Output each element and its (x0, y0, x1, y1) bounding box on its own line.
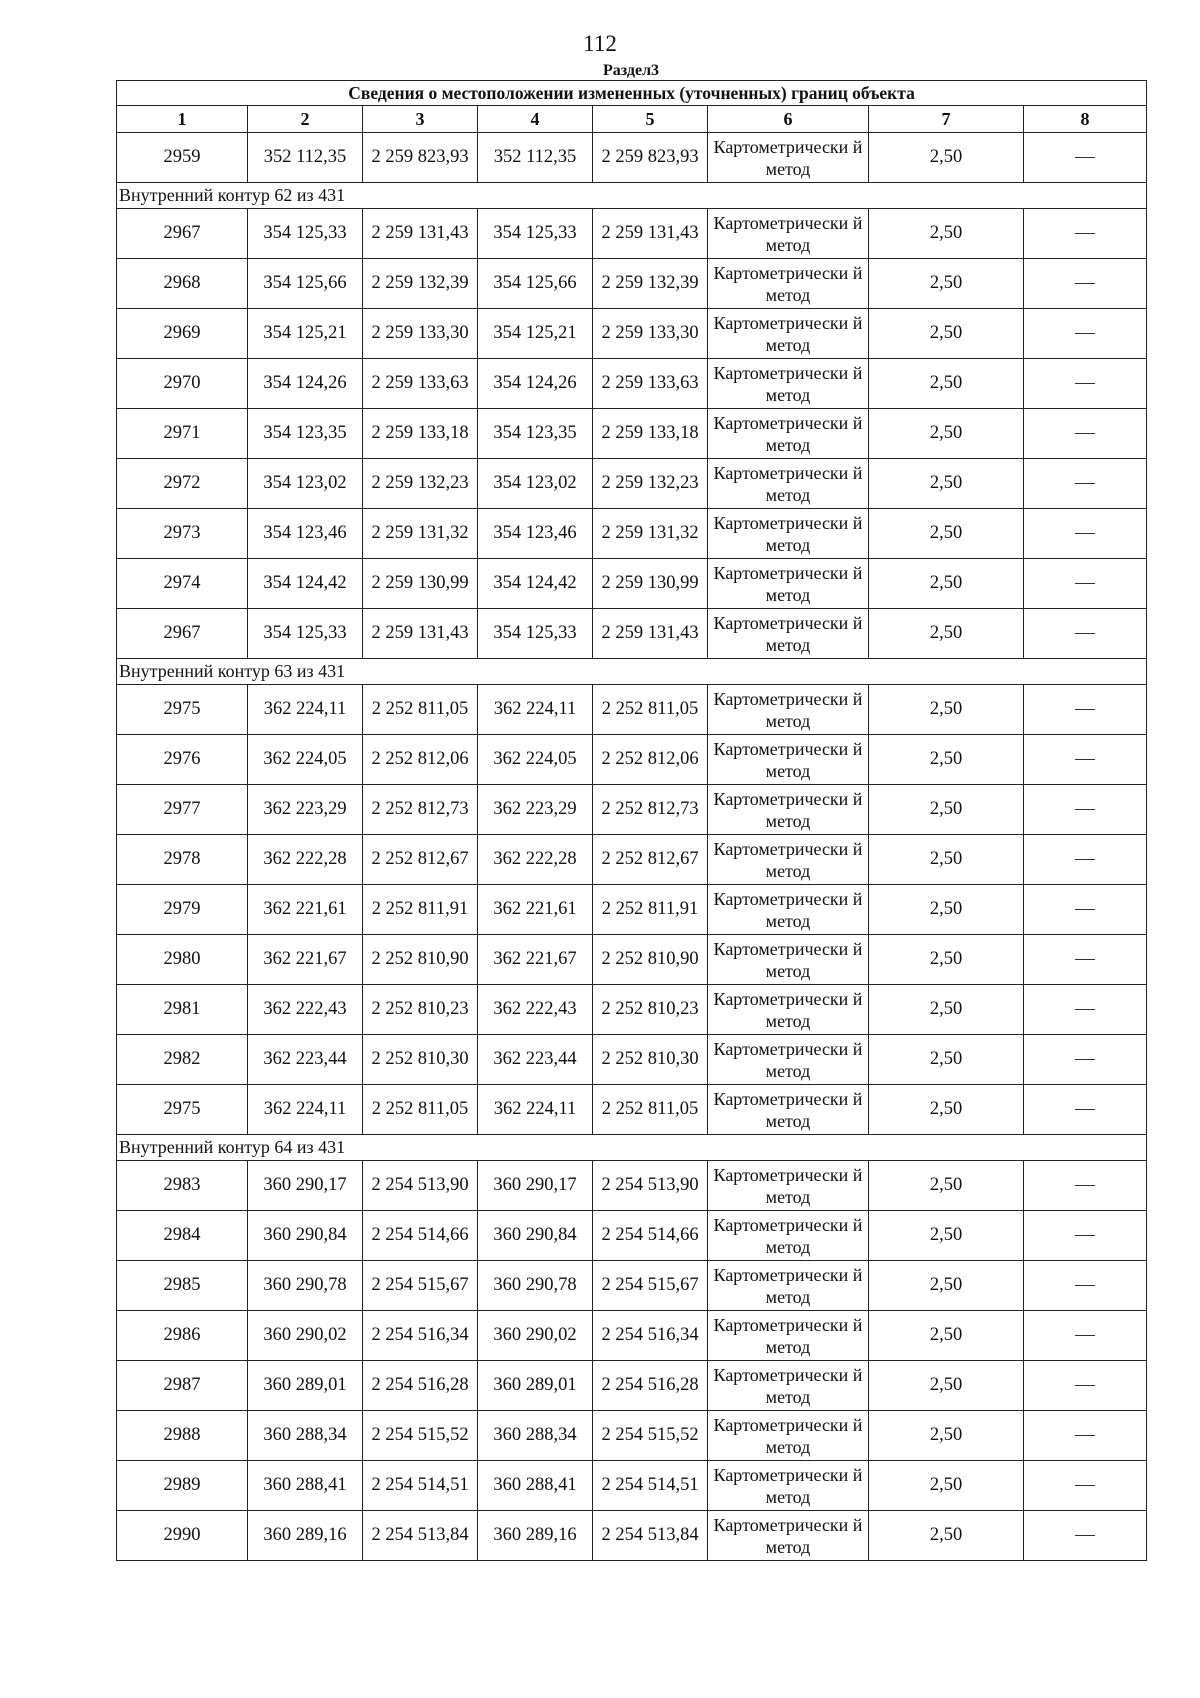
column-numbers-row (117, 106, 1147, 133)
point-number: 2971 (117, 409, 248, 459)
accuracy-cell: 2,50 (869, 1461, 1024, 1511)
x-coordinate-refined: 362 222,43 (478, 985, 593, 1035)
x-coordinate-refined: 360 288,34 (478, 1411, 593, 1461)
point-number: 2985 (117, 1261, 248, 1311)
point-number: 2980 (117, 935, 248, 985)
table-row (117, 559, 1147, 609)
y-coordinate-refined: 2 254 514,51 (593, 1461, 708, 1511)
y-coordinate-refined: 2 259 131,43 (593, 609, 708, 659)
x-coordinate-refined: 354 125,21 (478, 309, 593, 359)
column-number: 2 (248, 106, 363, 133)
x-coordinate: 360 290,78 (248, 1261, 363, 1311)
x-coordinate-refined: 354 125,33 (478, 609, 593, 659)
dash-mark (1075, 1009, 1095, 1010)
table-row (117, 935, 1147, 985)
dash-mark (1075, 157, 1095, 158)
x-coordinate-refined: 360 290,84 (478, 1211, 593, 1261)
column-number: 6 (708, 106, 869, 133)
contour-header-row (117, 183, 1147, 209)
dash-mark (1075, 1185, 1095, 1186)
table-title: Сведения о местоположении измененных (уточненных) границ объекта (117, 81, 1147, 106)
description-cell (1024, 1311, 1147, 1361)
x-coordinate: 362 223,44 (248, 1035, 363, 1085)
y-coordinate-refined: 2 259 133,30 (593, 309, 708, 359)
y-coordinate-refined: 2 259 132,23 (593, 459, 708, 509)
method-cell: Картометрически й метод (708, 1511, 869, 1561)
x-coordinate: 354 125,33 (248, 209, 363, 259)
point-number: 2983 (117, 1161, 248, 1211)
table-row (117, 835, 1147, 885)
description-cell (1024, 785, 1147, 835)
dash-mark (1075, 1435, 1095, 1436)
x-coordinate: 354 125,66 (248, 259, 363, 309)
dash-mark (1075, 859, 1095, 860)
x-coordinate: 362 221,61 (248, 885, 363, 935)
accuracy-cell: 2,50 (869, 785, 1024, 835)
method-cell: Картометрически й метод (708, 209, 869, 259)
accuracy-cell: 2,50 (869, 1311, 1024, 1361)
method-cell: Картометрически й метод (708, 559, 869, 609)
accuracy-cell: 2,50 (869, 885, 1024, 935)
x-coordinate: 362 224,11 (248, 1085, 363, 1135)
point-number: 2975 (117, 685, 248, 735)
dash-mark (1075, 533, 1095, 534)
point-number: 2976 (117, 735, 248, 785)
dash-mark (1075, 1235, 1095, 1236)
method-cell: Картометрически й метод (708, 409, 869, 459)
table-row (117, 1035, 1147, 1085)
x-coordinate-refined: 352 112,35 (478, 133, 593, 183)
table-row (117, 1261, 1147, 1311)
method-cell: Картометрически й метод (708, 1461, 869, 1511)
accuracy-cell: 2,50 (869, 359, 1024, 409)
method-cell: Картометрически й метод (708, 1261, 869, 1311)
point-number: 2981 (117, 985, 248, 1035)
accuracy-cell: 2,50 (869, 609, 1024, 659)
x-coordinate-refined: 360 290,17 (478, 1161, 593, 1211)
method-cell: Картометрически й метод (708, 1085, 869, 1135)
point-number: 2967 (117, 209, 248, 259)
dash-mark (1075, 1335, 1095, 1336)
point-number: 2974 (117, 559, 248, 609)
y-coordinate-refined: 2 252 810,30 (593, 1035, 708, 1085)
table-row (117, 609, 1147, 659)
x-coordinate-refined: 362 224,05 (478, 735, 593, 785)
dash-mark (1075, 959, 1095, 960)
description-cell (1024, 259, 1147, 309)
accuracy-cell: 2,50 (869, 559, 1024, 609)
table-row (117, 1461, 1147, 1511)
y-coordinate-refined: 2 254 515,52 (593, 1411, 708, 1461)
column-number: 5 (593, 106, 708, 133)
point-number: 2970 (117, 359, 248, 409)
table-row (117, 885, 1147, 935)
accuracy-cell: 2,50 (869, 259, 1024, 309)
x-coordinate-refined: 354 125,66 (478, 259, 593, 309)
method-cell: Картометрически й метод (708, 459, 869, 509)
method-cell: Картометрически й метод (708, 609, 869, 659)
table-row (117, 459, 1147, 509)
method-cell: Картометрически й метод (708, 259, 869, 309)
y-coordinate-refined: 2 254 513,90 (593, 1161, 708, 1211)
x-coordinate-refined: 362 223,29 (478, 785, 593, 835)
point-number: 2968 (117, 259, 248, 309)
y-coordinate-refined: 2 259 131,32 (593, 509, 708, 559)
point-number: 2979 (117, 885, 248, 935)
description-cell (1024, 985, 1147, 1035)
table-row (117, 1085, 1147, 1135)
accuracy-cell: 2,50 (869, 735, 1024, 785)
y-coordinate: 2 252 812,06 (363, 735, 478, 785)
description-cell (1024, 1035, 1147, 1085)
table-row (117, 209, 1147, 259)
table-row (117, 785, 1147, 835)
y-coordinate-refined: 2 252 812,73 (593, 785, 708, 835)
y-coordinate: 2 259 133,30 (363, 309, 478, 359)
y-coordinate: 2 252 811,91 (363, 885, 478, 935)
y-coordinate: 2 252 812,73 (363, 785, 478, 835)
y-coordinate: 2 252 810,30 (363, 1035, 478, 1085)
y-coordinate: 2 252 811,05 (363, 1085, 478, 1135)
accuracy-cell: 2,50 (869, 1085, 1024, 1135)
accuracy-cell: 2,50 (869, 985, 1024, 1035)
x-coordinate-refined: 362 224,11 (478, 1085, 593, 1135)
description-cell (1024, 885, 1147, 935)
x-coordinate: 354 124,42 (248, 559, 363, 609)
dash-mark (1075, 633, 1095, 634)
table-row (117, 309, 1147, 359)
description-cell (1024, 1085, 1147, 1135)
x-coordinate: 354 123,35 (248, 409, 363, 459)
x-coordinate-refined: 354 123,46 (478, 509, 593, 559)
table-row (117, 985, 1147, 1035)
dash-mark (1075, 583, 1095, 584)
x-coordinate: 354 123,46 (248, 509, 363, 559)
dash-mark (1075, 709, 1095, 710)
y-coordinate: 2 254 515,52 (363, 1411, 478, 1461)
x-coordinate-refined: 360 290,78 (478, 1261, 593, 1311)
y-coordinate: 2 259 133,63 (363, 359, 478, 409)
method-cell: Картометрически й метод (708, 985, 869, 1035)
x-coordinate: 354 125,21 (248, 309, 363, 359)
method-cell: Картометрически й метод (708, 1361, 869, 1411)
contour-header-row (117, 659, 1147, 685)
dash-mark (1075, 1059, 1095, 1060)
y-coordinate: 2 259 131,43 (363, 209, 478, 259)
x-coordinate: 362 224,05 (248, 735, 363, 785)
y-coordinate-refined: 2 259 823,93 (593, 133, 708, 183)
x-coordinate: 362 223,29 (248, 785, 363, 835)
x-coordinate: 360 288,34 (248, 1411, 363, 1461)
description-cell (1024, 835, 1147, 885)
table-row (117, 1211, 1147, 1261)
y-coordinate-refined: 2 252 811,91 (593, 885, 708, 935)
description-cell (1024, 1511, 1147, 1561)
x-coordinate: 352 112,35 (248, 133, 363, 183)
description-cell (1024, 309, 1147, 359)
y-coordinate: 2 259 133,18 (363, 409, 478, 459)
x-coordinate-refined: 354 124,42 (478, 559, 593, 609)
x-coordinate-refined: 360 288,41 (478, 1461, 593, 1511)
description-cell (1024, 1361, 1147, 1411)
accuracy-cell: 2,50 (869, 685, 1024, 735)
dash-mark (1075, 483, 1095, 484)
accuracy-cell: 2,50 (869, 209, 1024, 259)
accuracy-cell: 2,50 (869, 1161, 1024, 1211)
dash-mark (1075, 809, 1095, 810)
y-coordinate: 2 254 515,67 (363, 1261, 478, 1311)
y-coordinate: 2 259 130,99 (363, 559, 478, 609)
x-coordinate-refined: 360 290,02 (478, 1311, 593, 1361)
x-coordinate-refined: 362 223,44 (478, 1035, 593, 1085)
dash-mark (1075, 1485, 1095, 1486)
x-coordinate: 362 222,43 (248, 985, 363, 1035)
description-cell (1024, 133, 1147, 183)
y-coordinate-refined: 2 259 132,39 (593, 259, 708, 309)
contour-label: Внутренний контур 64 из 431 (117, 1135, 1147, 1161)
dash-mark (1075, 233, 1095, 234)
accuracy-cell: 2,50 (869, 1361, 1024, 1411)
method-cell: Картометрически й метод (708, 735, 869, 785)
x-coordinate: 354 123,02 (248, 459, 363, 509)
accuracy-cell: 2,50 (869, 409, 1024, 459)
dash-mark (1075, 333, 1095, 334)
method-cell: Картометрически й метод (708, 1211, 869, 1261)
description-cell (1024, 359, 1147, 409)
point-number: 2978 (117, 835, 248, 885)
accuracy-cell: 2,50 (869, 1511, 1024, 1561)
column-number: 3 (363, 106, 478, 133)
dash-mark (1075, 283, 1095, 284)
y-coordinate: 2 254 514,66 (363, 1211, 478, 1261)
point-number: 2959 (117, 133, 248, 183)
description-cell (1024, 685, 1147, 735)
method-cell: Картометрически й метод (708, 359, 869, 409)
y-coordinate-refined: 2 252 810,90 (593, 935, 708, 985)
description-cell (1024, 609, 1147, 659)
method-cell: Картометрически й метод (708, 1411, 869, 1461)
y-coordinate: 2 254 514,51 (363, 1461, 478, 1511)
x-coordinate-refined: 354 124,26 (478, 359, 593, 409)
y-coordinate: 2 254 516,28 (363, 1361, 478, 1411)
y-coordinate-refined: 2 259 133,18 (593, 409, 708, 459)
x-coordinate-refined: 354 125,33 (478, 209, 593, 259)
point-number: 2973 (117, 509, 248, 559)
y-coordinate-refined: 2 252 811,05 (593, 685, 708, 735)
y-coordinate: 2 259 131,32 (363, 509, 478, 559)
dash-mark (1075, 383, 1095, 384)
description-cell (1024, 1211, 1147, 1261)
table-row (117, 1511, 1147, 1561)
description-cell (1024, 1161, 1147, 1211)
x-coordinate-refined: 362 221,61 (478, 885, 593, 935)
x-coordinate: 360 288,41 (248, 1461, 363, 1511)
method-cell: Картометрически й метод (708, 133, 869, 183)
x-coordinate-refined: 354 123,02 (478, 459, 593, 509)
method-cell: Картометрически й метод (708, 509, 869, 559)
dash-mark (1075, 759, 1095, 760)
method-cell: Картометрически й метод (708, 885, 869, 935)
method-cell: Картометрически й метод (708, 309, 869, 359)
point-number: 2989 (117, 1461, 248, 1511)
point-number: 2987 (117, 1361, 248, 1411)
table-row (117, 685, 1147, 735)
table-row (117, 1361, 1147, 1411)
point-number: 2982 (117, 1035, 248, 1085)
table-row (117, 1161, 1147, 1211)
x-coordinate: 362 221,67 (248, 935, 363, 985)
y-coordinate-refined: 2 252 810,23 (593, 985, 708, 1035)
accuracy-cell: 2,50 (869, 1261, 1024, 1311)
y-coordinate: 2 254 516,34 (363, 1311, 478, 1361)
y-coordinate-refined: 2 254 513,84 (593, 1511, 708, 1561)
accuracy-cell: 2,50 (869, 1211, 1024, 1261)
point-number: 2972 (117, 459, 248, 509)
description-cell (1024, 1411, 1147, 1461)
description-cell (1024, 1261, 1147, 1311)
table-row (117, 133, 1147, 183)
description-cell (1024, 409, 1147, 459)
description-cell (1024, 935, 1147, 985)
column-number: 4 (478, 106, 593, 133)
dash-mark (1075, 1285, 1095, 1286)
dash-mark (1075, 1385, 1095, 1386)
description-cell (1024, 1461, 1147, 1511)
point-number: 2986 (117, 1311, 248, 1361)
y-coordinate: 2 254 513,90 (363, 1161, 478, 1211)
table-row (117, 409, 1147, 459)
description-cell (1024, 559, 1147, 609)
point-number: 2984 (117, 1211, 248, 1261)
accuracy-cell: 2,50 (869, 459, 1024, 509)
point-number: 2977 (117, 785, 248, 835)
accuracy-cell: 2,50 (869, 1035, 1024, 1085)
column-number: 7 (869, 106, 1024, 133)
x-coordinate-refined: 362 224,11 (478, 685, 593, 735)
contour-header-row (117, 1135, 1147, 1161)
method-cell: Картометрически й метод (708, 935, 869, 985)
y-coordinate: 2 259 132,23 (363, 459, 478, 509)
accuracy-cell: 2,50 (869, 835, 1024, 885)
method-cell: Картометрически й метод (708, 835, 869, 885)
contour-label: Внутренний контур 63 из 431 (117, 659, 1147, 685)
page-number: 112 (583, 31, 617, 56)
point-number: 2969 (117, 309, 248, 359)
method-cell: Картометрически й метод (708, 1161, 869, 1211)
point-number: 2975 (117, 1085, 248, 1135)
x-coordinate: 362 222,28 (248, 835, 363, 885)
table-row (117, 259, 1147, 309)
y-coordinate: 2 252 810,90 (363, 935, 478, 985)
y-coordinate: 2 252 812,67 (363, 835, 478, 885)
boundary-table (116, 80, 1147, 1561)
point-number: 2967 (117, 609, 248, 659)
x-coordinate-refined: 362 221,67 (478, 935, 593, 985)
x-coordinate: 354 125,33 (248, 609, 363, 659)
accuracy-cell: 2,50 (869, 935, 1024, 985)
description-cell (1024, 509, 1147, 559)
y-coordinate-refined: 2 259 131,43 (593, 209, 708, 259)
x-coordinate-refined: 362 222,28 (478, 835, 593, 885)
accuracy-cell: 2,50 (869, 133, 1024, 183)
method-cell: Картометрически й метод (708, 1311, 869, 1361)
accuracy-cell: 2,50 (869, 1411, 1024, 1461)
description-cell (1024, 459, 1147, 509)
dash-mark (1075, 909, 1095, 910)
table-row (117, 1411, 1147, 1461)
y-coordinate-refined: 2 254 515,67 (593, 1261, 708, 1311)
column-number: 1 (117, 106, 248, 133)
x-coordinate-refined: 360 289,01 (478, 1361, 593, 1411)
y-coordinate-refined: 2 252 811,05 (593, 1085, 708, 1135)
table-row (117, 735, 1147, 785)
y-coordinate-refined: 2 254 516,28 (593, 1361, 708, 1411)
x-coordinate: 360 290,17 (248, 1161, 363, 1211)
dash-mark (1075, 433, 1095, 434)
accuracy-cell: 2,50 (869, 509, 1024, 559)
x-coordinate: 354 124,26 (248, 359, 363, 409)
x-coordinate: 360 290,84 (248, 1211, 363, 1261)
table-row (117, 1311, 1147, 1361)
y-coordinate-refined: 2 259 130,99 (593, 559, 708, 609)
method-cell: Картометрически й метод (708, 685, 869, 735)
x-coordinate: 360 290,02 (248, 1311, 363, 1361)
y-coordinate: 2 259 823,93 (363, 133, 478, 183)
method-cell: Картометрически й метод (708, 1035, 869, 1085)
table-row (117, 359, 1147, 409)
description-cell (1024, 209, 1147, 259)
accuracy-cell: 2,50 (869, 309, 1024, 359)
y-coordinate-refined: 2 252 812,67 (593, 835, 708, 885)
x-coordinate: 362 224,11 (248, 685, 363, 735)
x-coordinate: 360 289,01 (248, 1361, 363, 1411)
y-coordinate: 2 259 131,43 (363, 609, 478, 659)
y-coordinate: 2 259 132,39 (363, 259, 478, 309)
y-coordinate-refined: 2 252 812,06 (593, 735, 708, 785)
description-cell (1024, 735, 1147, 785)
x-coordinate-refined: 354 123,35 (478, 409, 593, 459)
dash-mark (1075, 1109, 1095, 1110)
section-label: Раздел3 (602, 62, 660, 79)
table-row (117, 509, 1147, 559)
method-cell: Картометрически й метод (708, 785, 869, 835)
x-coordinate-refined: 360 289,16 (478, 1511, 593, 1561)
y-coordinate: 2 252 811,05 (363, 685, 478, 735)
point-number: 2988 (117, 1411, 248, 1461)
column-number: 8 (1024, 106, 1147, 133)
table-body (117, 133, 1147, 1561)
dash-mark (1075, 1535, 1095, 1536)
point-number: 2990 (117, 1511, 248, 1561)
y-coordinate: 2 254 513,84 (363, 1511, 478, 1561)
x-coordinate: 360 289,16 (248, 1511, 363, 1561)
y-coordinate-refined: 2 254 514,66 (593, 1211, 708, 1261)
y-coordinate-refined: 2 259 133,63 (593, 359, 708, 409)
y-coordinate: 2 252 810,23 (363, 985, 478, 1035)
contour-label: Внутренний контур 62 из 431 (117, 183, 1147, 209)
y-coordinate-refined: 2 254 516,34 (593, 1311, 708, 1361)
